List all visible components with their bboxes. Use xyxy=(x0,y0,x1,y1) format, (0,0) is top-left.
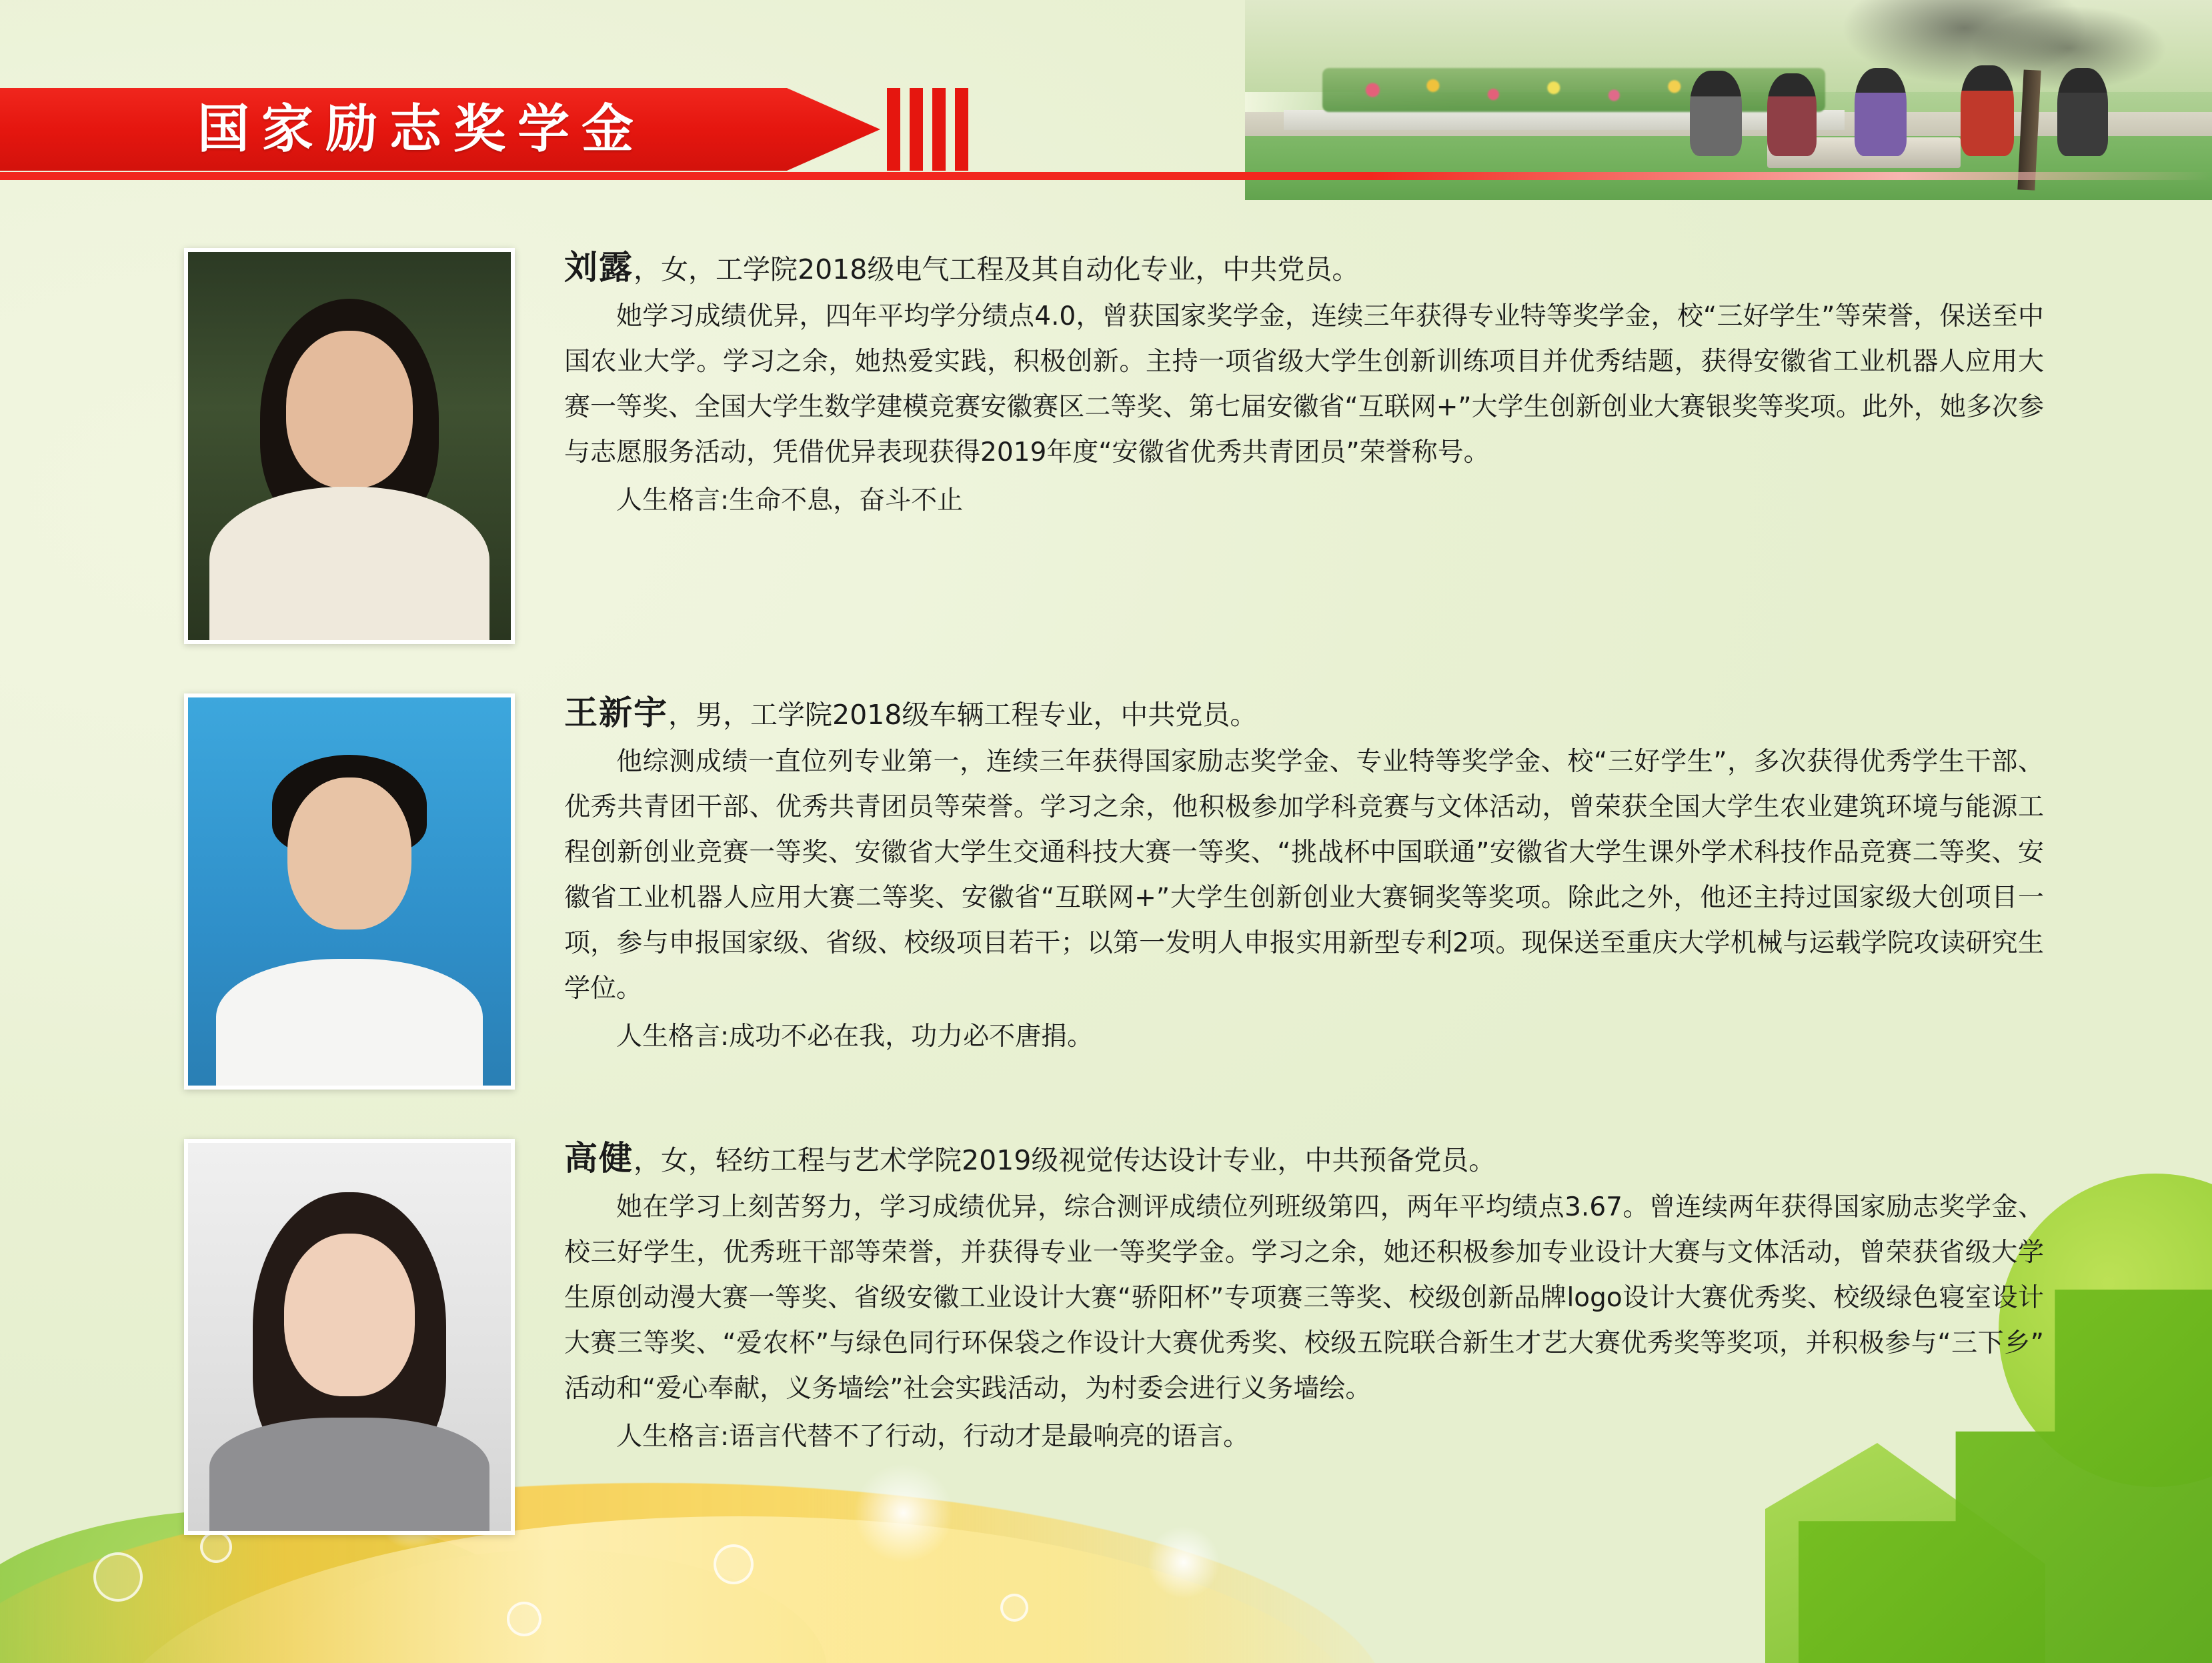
award-recipient-list xyxy=(0,248,2212,1584)
portrait-face xyxy=(286,331,413,488)
recipient-body-2: 他综测成绩一直位列专业第一，连续三年获得国家励志奖学金、专业特等奖学金、校“三好学生”，多次获得优秀学生干部、优秀共青团干部、优秀共青团员等荣誉。学习之余，他积极参加学科竞赛与文体活动，曾荣获全国大学生农业建筑环境与能源工程创新创业竞赛一等奖、安徽省大学生交通科技大赛一等奖、“挑战杯中国联通”安徽省大学生课外学术科技作品竞赛二等奖、安徽省工业机器人应用大赛二等奖、安徽省“互联网+”大学生创新创业大赛铜奖等奖项。除此之外，他还主持过国家级大创项目一项，参与申报国家级、省级、校级项目若干；以第一发明人申报实用新型专利2项。现保送至重庆大学机械与运载学院攻读研究生学位。 xyxy=(564,747,2044,1004)
recipient-motto-3: 人生格言:语言代替不了行动，行动才是最响亮的语言。 xyxy=(616,1422,1250,1452)
recipient-text-3 xyxy=(515,1139,2212,1460)
recipient-headline-1 xyxy=(564,248,2044,289)
title-banner xyxy=(0,88,994,171)
recipient-name-3: 高健 xyxy=(564,1139,634,1178)
list-item xyxy=(0,248,2212,644)
campus-photo xyxy=(1245,0,2212,200)
photo-student-4 xyxy=(1961,65,2014,156)
portrait-body xyxy=(209,487,489,640)
recipient-meta-2: ，男，工学院2018级车辆工程专业，中共党员。 xyxy=(668,699,1258,731)
recipient-text-1 xyxy=(515,248,2212,523)
recipient-name-2: 王新宇 xyxy=(564,693,668,732)
recipient-meta-3: ，女，轻纺工程与艺术学院2019级视觉传达设计专业，中共预备党员。 xyxy=(634,1144,1496,1176)
photo-wall xyxy=(1284,110,1845,130)
portrait-face xyxy=(284,1234,415,1396)
portrait-face xyxy=(287,777,411,930)
decor-bubble-4 xyxy=(1000,1594,1028,1622)
recipient-name-1: 刘露 xyxy=(564,248,634,287)
recipient-text-2 xyxy=(515,693,2212,1060)
recipient-body-1: 她学习成绩优异，四年平均学分绩点4.0，曾获国家奖学金，连续三年获得专业特等奖学金，校“三好学生”等荣誉，保送至中国农业大学。学习之余，她热爱实践，积极创新。主持一项省级大学生创新训练项目并优秀结题，获得安徽省工业机器人应用大赛一等奖、全国大学生数学建模竞赛安徽赛区二等奖、第七届安徽省“互联网+”大学生创新创业大赛银奖等奖项。此外，她多次参与志愿服务活动，凭借优异表现获得2019年度“安徽省优秀共青团员”荣誉称号。 xyxy=(564,301,2044,467)
recipient-body-3: 她在学习上刻苦努力，学习成绩优异，综合测评成绩位列班级第四，两年平均绩点3.67。曾连续两年获得国家励志奖学金、校三好学生，优秀班干部等荣誉，并获得专业一等奖学金。学习之余，她还积极参加专业设计大赛与文体活动，曾荣获省级大学生原创动漫大赛一等奖、省级安徽工业设计大赛“骄阳杯”专项赛三等奖、校级创新品牌logo设计大赛优秀奖、校级绿色寝室设计大赛三等奖、“爱农杯”与绿色同行环保袋之作设计大赛优秀奖、校级五院联合新生才艺大赛优秀奖等奖项，并积极参与“三下乡”活动和“爱心奉献，义务墙绘”社会实践活动，为村委会进行义务墙绘。 xyxy=(564,1192,2044,1404)
list-item xyxy=(0,693,2212,1090)
recipient-headline-2 xyxy=(564,693,2044,734)
portrait-body xyxy=(216,959,483,1086)
portrait-photo-3 xyxy=(184,1139,515,1535)
photo-student-5 xyxy=(2057,68,2108,156)
portrait-photo-2 xyxy=(184,693,515,1090)
photo-student-3 xyxy=(1855,68,1907,156)
portrait-photo-1 xyxy=(184,248,515,644)
recipient-motto-2: 人生格言:成功不必在我，功力必不唐捐。 xyxy=(616,1022,1094,1052)
photo-flowerbed xyxy=(1322,68,1825,112)
recipient-motto-1: 人生格言:生命不息，奋斗不止 xyxy=(616,485,964,515)
portrait-body xyxy=(209,1418,489,1531)
banner-underline xyxy=(0,172,2212,180)
photo-student-2 xyxy=(1767,73,1817,156)
recipient-meta-1: ，女，工学院2018级电气工程及其自动化专业，中共党员。 xyxy=(634,253,1360,285)
page-title: 国家励志奖学金 xyxy=(197,99,646,159)
recipient-headline-3 xyxy=(564,1139,2044,1180)
photo-student-1 xyxy=(1690,71,1742,156)
list-item xyxy=(0,1139,2212,1535)
banner-stripes xyxy=(887,88,994,171)
decor-bubble-5 xyxy=(507,1602,541,1636)
